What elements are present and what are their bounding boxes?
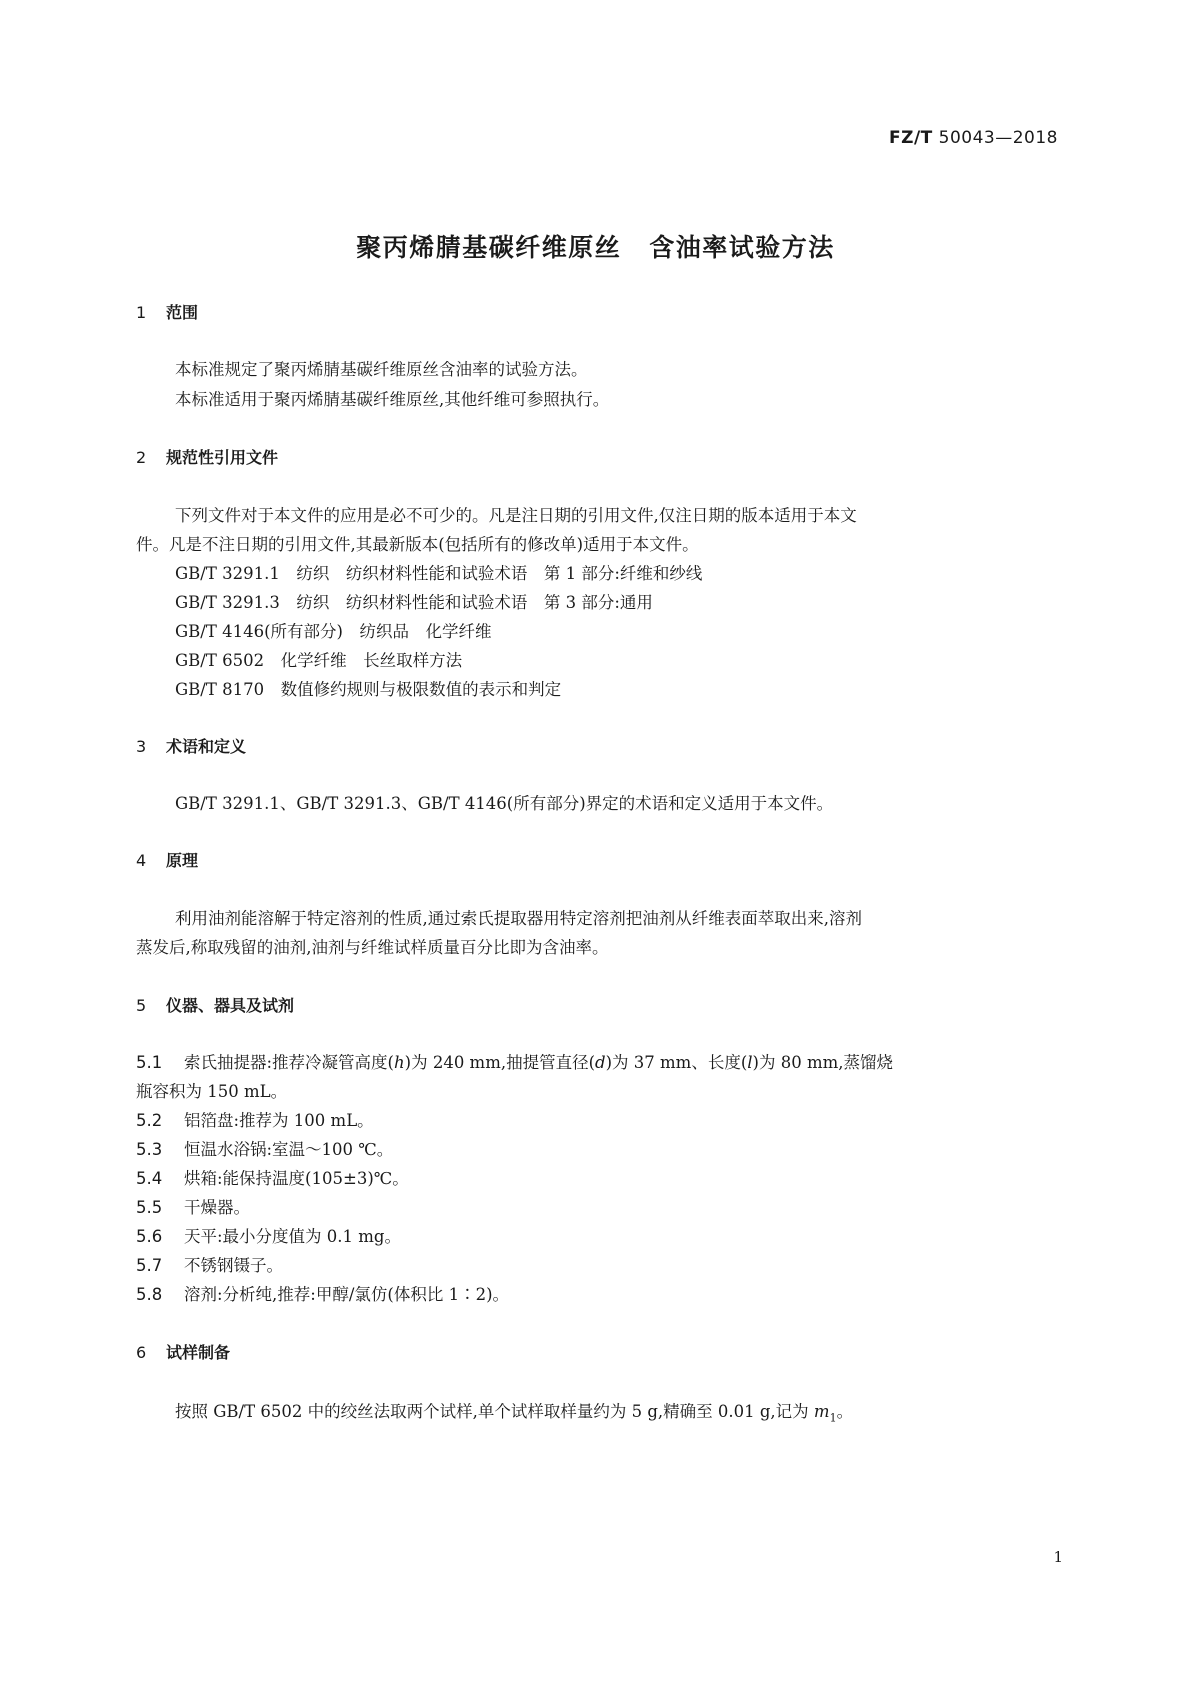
section-2-heading xyxy=(136,445,278,468)
section-3-number: 3 xyxy=(136,737,147,756)
section-3-heading xyxy=(136,734,246,757)
symbol-subscript: 1 xyxy=(829,1411,837,1425)
section-4-para-line-2: 蒸发后,称取残留的油剂,油剂与纤维试样质量百分比即为含油率。 xyxy=(136,938,609,957)
section-2-para-line-1: 下列文件对于本文件的应用是必不可少的。凡是注日期的引用文件,仅注日期的版本适用于本文 xyxy=(175,506,857,525)
clause-5-1-line-2: 瓶容积为 150 mL。 xyxy=(136,1082,288,1101)
clause-5-4 xyxy=(136,1165,409,1189)
standard-code xyxy=(889,128,1058,148)
clause-5-7 xyxy=(136,1252,283,1276)
section-1-para-1: 本标准规定了聚丙烯腈基碳纤维原丝含油率的试验方法。 xyxy=(175,360,588,379)
clause-5-1 xyxy=(136,1049,893,1073)
clause-5-6 xyxy=(136,1223,401,1247)
clause-number: 5.4 xyxy=(136,1169,163,1188)
clause-text: 铝箔盘:推荐为 100 mL。 xyxy=(184,1111,374,1130)
clause-5-2 xyxy=(136,1107,374,1131)
section-6-para xyxy=(175,1398,853,1424)
reference-item: GB/T 3291.3 纺织 纺织材料性能和试验术语 第 3 部分:通用 xyxy=(175,593,653,612)
section-5-number: 5 xyxy=(136,996,147,1015)
section-2-para-line-2: 件。凡是不注日期的引用文件,其最新版本(包括所有的修改单)适用于本文件。 xyxy=(136,535,699,554)
section-6-number: 6 xyxy=(136,1343,147,1362)
clause-number: 5.1 xyxy=(136,1053,163,1072)
title-part1: 聚丙烯腈基碳纤维原丝 xyxy=(356,233,622,262)
section-3-title: 术语和定义 xyxy=(166,737,247,756)
symbol-d: d xyxy=(595,1053,606,1072)
clause-number: 5.7 xyxy=(136,1256,163,1275)
standard-code-number: 50043—2018 xyxy=(938,128,1058,148)
section-4-para-line-1: 利用油剂能溶解于特定溶剂的性质,通过索氏提取器用特定溶剂把油剂从纤维表面萃取出来,溶剂 xyxy=(175,909,862,928)
clause-text: 天平:最小分度值为 0.1 mg。 xyxy=(184,1227,401,1246)
para-text: 。 xyxy=(836,1402,854,1421)
clause-number: 5.6 xyxy=(136,1227,163,1246)
reference-item: GB/T 4146(所有部分) 纺织品 化学纤维 xyxy=(175,622,492,641)
section-5-title: 仪器、器具及试剂 xyxy=(166,996,295,1015)
page-number: 1 xyxy=(1053,1548,1063,1566)
section-4-heading xyxy=(136,848,198,871)
clause-number: 5.8 xyxy=(136,1285,163,1304)
clause-text: )为 80 mm,蒸馏烧 xyxy=(752,1053,894,1072)
clause-5-5 xyxy=(136,1194,250,1218)
clause-5-8 xyxy=(136,1281,509,1305)
clause-text: 烘箱:能保持温度(105±3)℃。 xyxy=(184,1169,409,1188)
section-6-title: 试样制备 xyxy=(166,1343,231,1362)
clause-number: 5.5 xyxy=(136,1198,163,1217)
section-5-heading xyxy=(136,993,294,1016)
clause-text: 恒温水浴锅:室温～100 ℃。 xyxy=(184,1140,394,1159)
section-1-title: 范围 xyxy=(166,303,199,322)
section-4-title: 原理 xyxy=(166,851,199,870)
reference-item: GB/T 3291.1 纺织 纺织材料性能和试验术语 第 1 部分:纤维和纱线 xyxy=(175,564,703,583)
clause-text: 索氏抽提器:推荐冷凝管高度( xyxy=(184,1053,394,1072)
reference-item: GB/T 8170 数值修约规则与极限数值的表示和判定 xyxy=(175,680,562,699)
para-text: 按照 GB/T 6502 中的绞丝法取两个试样,单个试样取样量约为 5 g,精确至 0.01 g,记为 xyxy=(175,1402,814,1421)
clause-text: 不锈钢镊子。 xyxy=(184,1256,283,1275)
clause-text: 干燥器。 xyxy=(184,1198,250,1217)
symbol-h: h xyxy=(394,1053,405,1072)
symbol-l: l xyxy=(747,1053,753,1072)
clause-text: 溶剂:分析纯,推荐:甲醇/氯仿(体积比 1∶2)。 xyxy=(184,1285,510,1304)
clause-5-3 xyxy=(136,1136,393,1160)
standard-code-prefix: FZ/T xyxy=(889,128,933,148)
clause-number: 5.2 xyxy=(136,1111,163,1130)
section-4-number: 4 xyxy=(136,851,147,870)
clause-number: 5.3 xyxy=(136,1140,163,1159)
reference-item: GB/T 6502 化学纤维 长丝取样方法 xyxy=(175,651,463,670)
clause-text: )为 37 mm、长度( xyxy=(605,1053,748,1072)
section-2-number: 2 xyxy=(136,448,147,467)
symbol-m: m xyxy=(813,1402,830,1421)
clause-text: )为 240 mm,抽提管直径( xyxy=(404,1053,596,1072)
section-1-para-2: 本标准适用于聚丙烯腈基碳纤维原丝,其他纤维可参照执行。 xyxy=(175,390,610,409)
section-1-heading xyxy=(136,300,198,323)
document-title xyxy=(0,228,1191,264)
section-3-para: GB/T 3291.1、GB/T 3291.3、GB/T 4146(所有部分)界定的术语和定义适用于本文件。 xyxy=(175,794,834,813)
section-2-title: 规范性引用文件 xyxy=(166,448,279,467)
title-part2: 含油率试验方法 xyxy=(649,233,835,262)
section-1-number: 1 xyxy=(136,303,147,322)
section-6-heading xyxy=(136,1340,230,1363)
